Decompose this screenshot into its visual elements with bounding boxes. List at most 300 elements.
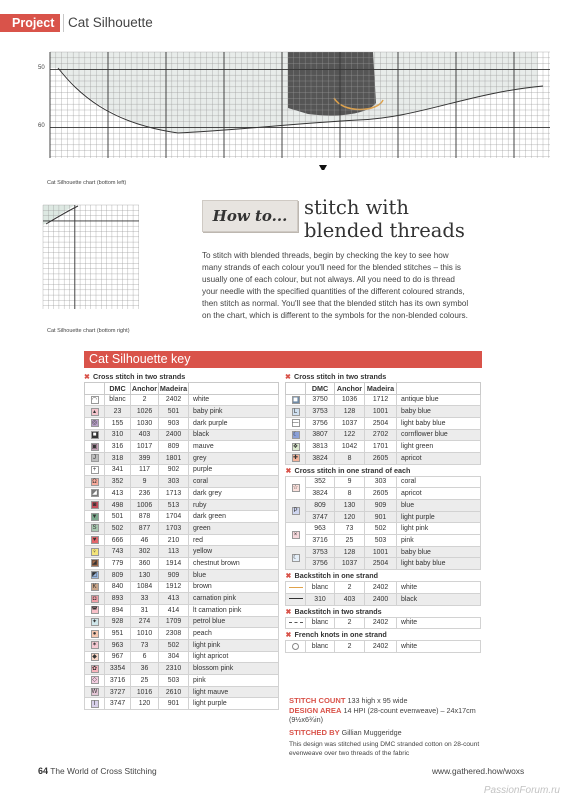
table-row: [286, 429, 481, 441]
symbol-cell: [85, 604, 105, 616]
symbol-cell: [286, 441, 306, 453]
dmc-cell: 951: [105, 628, 131, 640]
anchor-cell: 1016: [131, 686, 159, 698]
key-section-heading: ✖ French knots in one strand: [285, 630, 387, 640]
stitch-symbol-icon: ◎: [91, 420, 98, 427]
anchor-cell: 2: [335, 582, 365, 594]
anchor-cell: 1010: [131, 628, 159, 640]
symbol-cell: [85, 534, 105, 546]
symbol-cell: [286, 394, 306, 406]
key-section-heading: ✖ Backstitch in one strand: [285, 571, 379, 581]
symbol-cell: [85, 394, 105, 406]
col-symbol: [85, 383, 105, 395]
dmc-cell: 3813: [306, 441, 335, 453]
dmc-cell: 498: [105, 499, 131, 511]
anchor-cell: 9: [335, 476, 365, 488]
table-row: [85, 488, 279, 500]
cross-icon: ✖: [285, 465, 292, 475]
symbol-cell: [286, 476, 306, 499]
colour-name-cell: white: [397, 582, 481, 594]
stitch-symbol-icon: ☾: [292, 554, 299, 561]
anchor-cell: 1026: [131, 406, 159, 418]
madeira-cell: 2402: [159, 394, 189, 406]
key-left-column: [84, 371, 279, 710]
anchor-cell: 878: [131, 511, 159, 523]
madeira-cell: 902: [159, 464, 189, 476]
stitch-symbol-icon: ✚: [292, 455, 299, 462]
madeira-cell: 1701: [365, 441, 397, 453]
madeira-cell: 2400: [365, 593, 397, 605]
colour-name-cell: white: [189, 394, 279, 406]
symbol-cell: [85, 476, 105, 488]
symbol-cell: [85, 686, 105, 698]
colour-name-cell: ruby: [189, 499, 279, 511]
table-row: [85, 406, 279, 418]
table-row: [85, 523, 279, 535]
colour-name-cell: black: [189, 429, 279, 441]
anchor-cell: 117: [131, 464, 159, 476]
table-row: [85, 604, 279, 616]
anchor-cell: 73: [131, 639, 159, 651]
stitch-symbol-icon: ◠: [91, 396, 98, 403]
colour-name-cell: baby blue: [397, 546, 481, 558]
colour-name-cell: white: [397, 617, 481, 629]
col-name: [189, 383, 279, 395]
table-row: [85, 511, 279, 523]
key-section-heading: ✖ Cross stitch in two strands: [285, 372, 387, 381]
symbol-cell: [85, 616, 105, 628]
anchor-cell: 73: [335, 523, 365, 535]
symbol-cell: [85, 581, 105, 593]
table-row: [286, 452, 481, 464]
symbol-cell: [85, 593, 105, 605]
colour-name-cell: white: [397, 641, 481, 653]
anchor-cell: 1042: [335, 441, 365, 453]
howto-title-line2: blended threads: [304, 219, 465, 242]
cross-stitch-chart-bottom-left: [38, 48, 550, 170]
madeira-cell: 503: [365, 535, 397, 547]
colour-name-cell: pink: [189, 675, 279, 687]
key-table-right: [285, 382, 481, 653]
colour-name-cell: carnation pink: [189, 593, 279, 605]
anchor-cell: 302: [131, 546, 159, 558]
colour-name-cell: pink: [397, 535, 481, 547]
madeira-cell: 2504: [365, 558, 397, 570]
madeira-cell: 2504: [365, 417, 397, 429]
table-row: [85, 663, 279, 675]
row-label-50: 50: [38, 65, 45, 71]
colour-name-cell: mauve: [189, 441, 279, 453]
dmc-cell: 3753: [306, 546, 335, 558]
dmc-cell: 3716: [306, 535, 335, 547]
key-section-heading: ✖ Cross stitch in two strands: [84, 372, 186, 381]
symbol-cell: [85, 628, 105, 640]
symbol-cell: [286, 452, 306, 464]
design-note: This design was stitched using DMC stranded cotton on 28-count evenweave over two threads of the fabric: [289, 741, 480, 757]
colour-name-cell: cornflower blue: [397, 429, 481, 441]
anchor-cell: 403: [335, 593, 365, 605]
key-right-column: [285, 371, 481, 653]
anchor-cell: 33: [131, 593, 159, 605]
symbol-cell: [286, 641, 306, 653]
table-row: [286, 546, 481, 558]
table-row: [85, 675, 279, 687]
madeira-cell: 303: [159, 476, 189, 488]
stitch-symbol-icon: ✦: [91, 618, 98, 625]
table-row: [85, 534, 279, 546]
symbol-cell: [286, 617, 306, 629]
colour-name-cell: light baby blue: [397, 417, 481, 429]
magazine-name: The World of Cross Stitching: [50, 766, 157, 776]
madeira-cell: 210: [159, 534, 189, 546]
colour-name-cell: coral: [189, 476, 279, 488]
table-row: [85, 569, 279, 581]
chart-caption-bottom-left: Cat Silhouette chart (bottom left): [47, 180, 127, 186]
backstitch-line-icon: [289, 587, 303, 588]
stitch-symbol-icon: ◪: [91, 560, 98, 567]
stitch-symbol-icon: ♀: [92, 548, 97, 555]
dmc-cell: 155: [105, 417, 131, 429]
symbol-cell: [85, 651, 105, 663]
centre-arrow-icon: [319, 165, 327, 170]
dmc-cell: 3727: [105, 686, 131, 698]
anchor-cell: 1036: [335, 394, 365, 406]
key-table-left: [84, 382, 279, 710]
colour-name-cell: lt carnation pink: [189, 604, 279, 616]
col-symbol: [286, 383, 306, 395]
table-row: [85, 616, 279, 628]
anchor-cell: 1017: [131, 441, 159, 453]
anchor-cell: 399: [131, 452, 159, 464]
colour-name-cell: green: [189, 523, 279, 535]
table-row: [85, 394, 279, 406]
symbol-cell: [85, 546, 105, 558]
dmc-cell: 3756: [306, 417, 335, 429]
cross-icon: ✖: [84, 372, 91, 381]
table-row: [286, 500, 481, 512]
stitch-symbol-icon: ▣: [91, 443, 98, 450]
stitch-symbol-icon: J: [91, 454, 99, 462]
table-row: [286, 488, 481, 500]
colour-name-cell: light green: [397, 441, 481, 453]
dmc-cell: blanc: [306, 582, 335, 594]
footer-left: [38, 766, 157, 776]
colour-name-cell: black: [397, 593, 481, 605]
cross-icon: ✖: [285, 606, 292, 616]
table-row: [286, 535, 481, 547]
anchor-cell: 25: [335, 535, 365, 547]
table-row: [85, 651, 279, 663]
symbol-cell: [85, 523, 105, 535]
colour-name-cell: dark green: [189, 511, 279, 523]
table-row: [286, 417, 481, 429]
stitch-symbol-icon: S: [92, 525, 97, 532]
madeira-cell: 502: [159, 639, 189, 651]
stitch-symbol-icon: ☆: [292, 484, 299, 491]
stitch-count: STITCH COUNT 133 high x 95 wide: [289, 696, 408, 705]
colour-name-cell: brown: [189, 581, 279, 593]
colour-name-cell: baby blue: [397, 406, 481, 418]
header-divider: [63, 14, 64, 32]
madeira-cell: 1704: [159, 511, 189, 523]
anchor-cell: 31: [131, 604, 159, 616]
stitch-symbol-icon: ■: [91, 431, 99, 439]
table-row: [85, 639, 279, 651]
dmc-cell: 413: [105, 488, 131, 500]
madeira-cell: 2308: [159, 628, 189, 640]
table-row: [286, 582, 481, 594]
colour-name-cell: dark purple: [189, 417, 279, 429]
row-label-60: 60: [38, 123, 45, 129]
madeira-cell: 1712: [365, 394, 397, 406]
howto-title: [304, 196, 465, 242]
dmc-cell: 3756: [306, 558, 335, 570]
col-dmc: DMC: [105, 383, 131, 395]
table-row: [286, 394, 481, 406]
col-madeira: Madeira: [159, 383, 188, 393]
symbol-cell: [85, 417, 105, 429]
stitch-symbol-icon: ◙: [91, 501, 99, 509]
dmc-cell: 3753: [306, 406, 335, 418]
dmc-cell: 666: [105, 534, 131, 546]
dmc-cell: blanc: [306, 617, 335, 629]
table-row: [85, 593, 279, 605]
colour-name-cell: apricot: [397, 452, 481, 464]
anchor-cell: 360: [131, 558, 159, 570]
madeira-cell: 502: [365, 523, 397, 535]
section-row: [286, 464, 481, 476]
madeira-cell: 1703: [159, 523, 189, 535]
madeira-cell: 413: [159, 593, 189, 605]
dmc-cell: 928: [105, 616, 131, 628]
anchor-cell: 130: [335, 500, 365, 512]
colour-name-cell: red: [189, 534, 279, 546]
key-section-heading: ✖ Backstitch in two strands: [285, 606, 382, 616]
madeira-cell: 2400: [159, 429, 189, 441]
dmc-cell: 840: [105, 581, 131, 593]
stitch-symbol-icon: +: [91, 466, 99, 474]
stitch-symbol-icon: ✿: [91, 665, 98, 672]
howto-title-line1: stitch with: [304, 196, 409, 219]
key-title: Cat Silhouette key: [84, 351, 482, 368]
stitch-symbol-icon: ◼: [293, 396, 298, 403]
anchor-cell: 130: [131, 569, 159, 581]
stitch-symbol-icon: ◩: [91, 572, 98, 579]
design-area: DESIGN AREA 14 HPI (28-count evenweave) – 24x17cm (9½x6¾in): [289, 705, 476, 724]
chart-caption-bottom-right: Cat Silhouette chart (bottom right): [47, 328, 130, 334]
table-row: [286, 641, 481, 653]
anchor-cell: 1037: [335, 417, 365, 429]
madeira-cell: 1001: [365, 406, 397, 418]
howto-badge-label: How to...: [212, 207, 288, 225]
dmc-cell: 963: [105, 639, 131, 651]
table-row: [286, 523, 481, 535]
cross-icon: ✖: [285, 372, 292, 381]
colour-name-cell: coral: [397, 476, 481, 488]
stitch-symbol-icon: W: [91, 689, 98, 696]
cross-icon: ✖: [285, 571, 292, 581]
symbol-cell: [85, 452, 105, 464]
madeira-cell: 2605: [365, 488, 397, 500]
anchor-cell: 1006: [131, 499, 159, 511]
anchor-cell: 8: [335, 452, 365, 464]
dmc-cell: 316: [105, 441, 131, 453]
anchor-cell: 1037: [335, 558, 365, 570]
col-name: [397, 383, 481, 395]
howto-badge: [202, 200, 298, 232]
colour-name-cell: light apricot: [189, 651, 279, 663]
anchor-cell: 236: [131, 488, 159, 500]
colour-name-cell: chestnut brown: [189, 558, 279, 570]
colour-name-cell: blue: [397, 500, 481, 512]
colour-name-cell: light purple: [397, 511, 481, 523]
page-number: 64: [38, 766, 49, 776]
table-row: [286, 617, 481, 629]
stitch-symbol-icon: ◘: [91, 595, 99, 603]
madeira-cell: 2402: [365, 617, 397, 629]
col-anchor: Anchor: [131, 383, 158, 393]
col-anchor: Anchor: [335, 383, 365, 395]
dmc-cell: 3716: [105, 675, 131, 687]
dmc-cell: 963: [306, 523, 335, 535]
table-row: [286, 476, 481, 488]
colour-name-cell: blossom pink: [189, 663, 279, 675]
madeira-cell: 414: [159, 604, 189, 616]
anchor-cell: 8: [335, 488, 365, 500]
symbol-cell: [286, 523, 306, 546]
anchor-cell: 120: [335, 511, 365, 523]
backstitch-line-icon: [289, 598, 303, 599]
footer-url: www.gathered.how/woxs: [432, 766, 525, 776]
madeira-cell: 1001: [365, 546, 397, 558]
dmc-cell: 23: [105, 406, 131, 418]
symbol-cell: [85, 675, 105, 687]
page-title: Cat Silhouette: [68, 15, 153, 30]
madeira-cell: 2402: [365, 582, 397, 594]
table-row: [85, 686, 279, 698]
stitch-symbol-icon: L: [292, 408, 300, 416]
table-row: [85, 628, 279, 640]
symbol-cell: [85, 663, 105, 675]
table-row: [85, 581, 279, 593]
dmc-cell: 3354: [105, 663, 131, 675]
symbol-cell: [286, 546, 306, 569]
colour-name-cell: light purple: [189, 698, 279, 710]
stitch-symbol-icon: ❖: [292, 443, 299, 450]
watermark: PassionForum.ru: [483, 785, 560, 796]
madeira-cell: 2702: [365, 429, 397, 441]
madeira-cell: 1713: [159, 488, 189, 500]
madeira-cell: 503: [159, 675, 189, 687]
dmc-cell: 3747: [105, 698, 131, 710]
madeira-cell: 901: [159, 698, 189, 710]
dmc-cell: 894: [105, 604, 131, 616]
cross-icon: ✖: [285, 630, 292, 640]
madeira-cell: 901: [365, 511, 397, 523]
dmc-cell: 809: [306, 500, 335, 512]
section-row: [286, 570, 481, 582]
madeira-cell: 513: [159, 499, 189, 511]
colour-name-cell: antique blue: [397, 394, 481, 406]
stitch-symbol-icon: ×: [292, 531, 300, 539]
symbol-cell: [85, 429, 105, 441]
anchor-cell: 1084: [131, 581, 159, 593]
section-row: [286, 629, 481, 641]
stitch-symbol-icon: ◚: [91, 607, 98, 614]
madeira-cell: 809: [159, 441, 189, 453]
anchor-cell: 2: [131, 394, 159, 406]
colour-name-cell: light pink: [189, 639, 279, 651]
stitch-symbol-icon: Ω: [92, 478, 97, 485]
madeira-cell: 303: [365, 476, 397, 488]
stitched-by: STITCHED BY Gillian Muggeridge: [289, 727, 402, 737]
stitch-symbol-icon: K: [92, 583, 97, 590]
madeira-cell: 1709: [159, 616, 189, 628]
anchor-cell: 128: [335, 546, 365, 558]
symbol-cell: [286, 593, 306, 605]
dmc-cell: 3747: [306, 511, 335, 523]
stitch-symbol-icon: ◆: [92, 653, 97, 660]
symbol-cell: [286, 417, 306, 429]
dmc-cell: 310: [105, 429, 131, 441]
table-row: [85, 441, 279, 453]
table-row: [286, 593, 481, 605]
madeira-cell: 1914: [159, 558, 189, 570]
symbol-cell: [85, 499, 105, 511]
symbol-cell: [286, 429, 306, 441]
anchor-cell: 2: [335, 641, 365, 653]
symbol-cell: [85, 406, 105, 418]
stitch-symbol-icon: ◇: [92, 677, 97, 684]
table-row: [85, 476, 279, 488]
table-row: [85, 429, 279, 441]
dmc-cell: blanc: [306, 641, 335, 653]
symbol-cell: [85, 441, 105, 453]
madeira-cell: 113: [159, 546, 189, 558]
madeira-cell: 909: [159, 569, 189, 581]
dmc-cell: 3807: [306, 429, 335, 441]
colour-name-cell: light pink: [397, 523, 481, 535]
dmc-cell: 341: [105, 464, 131, 476]
madeira-cell: 1801: [159, 452, 189, 464]
table-row: [286, 558, 481, 570]
colour-name-cell: light baby blue: [397, 558, 481, 570]
madeira-cell: 2402: [365, 641, 397, 653]
anchor-cell: 403: [131, 429, 159, 441]
anchor-cell: 120: [131, 698, 159, 710]
symbol-cell: [286, 406, 306, 418]
dmc-cell: 967: [105, 651, 131, 663]
madeira-cell: 909: [365, 500, 397, 512]
section-tag: Project: [0, 14, 60, 32]
table-row: [85, 464, 279, 476]
table-row: [85, 558, 279, 570]
anchor-cell: 122: [335, 429, 365, 441]
stitch-symbol-icon: I: [91, 700, 99, 708]
dmc-cell: 809: [105, 569, 131, 581]
anchor-cell: 1030: [131, 417, 159, 429]
symbol-cell: [85, 639, 105, 651]
colour-name-cell: yellow: [189, 546, 279, 558]
stitch-symbol-icon: ♥: [91, 536, 99, 544]
stitch-symbol-icon: —: [292, 420, 299, 427]
stitch-symbol-icon: ◢: [92, 490, 97, 497]
symbol-cell: [85, 558, 105, 570]
colour-name-cell: peach: [189, 628, 279, 640]
dmc-cell: 893: [105, 593, 131, 605]
symbol-cell: [85, 511, 105, 523]
madeira-cell: 2605: [365, 452, 397, 464]
